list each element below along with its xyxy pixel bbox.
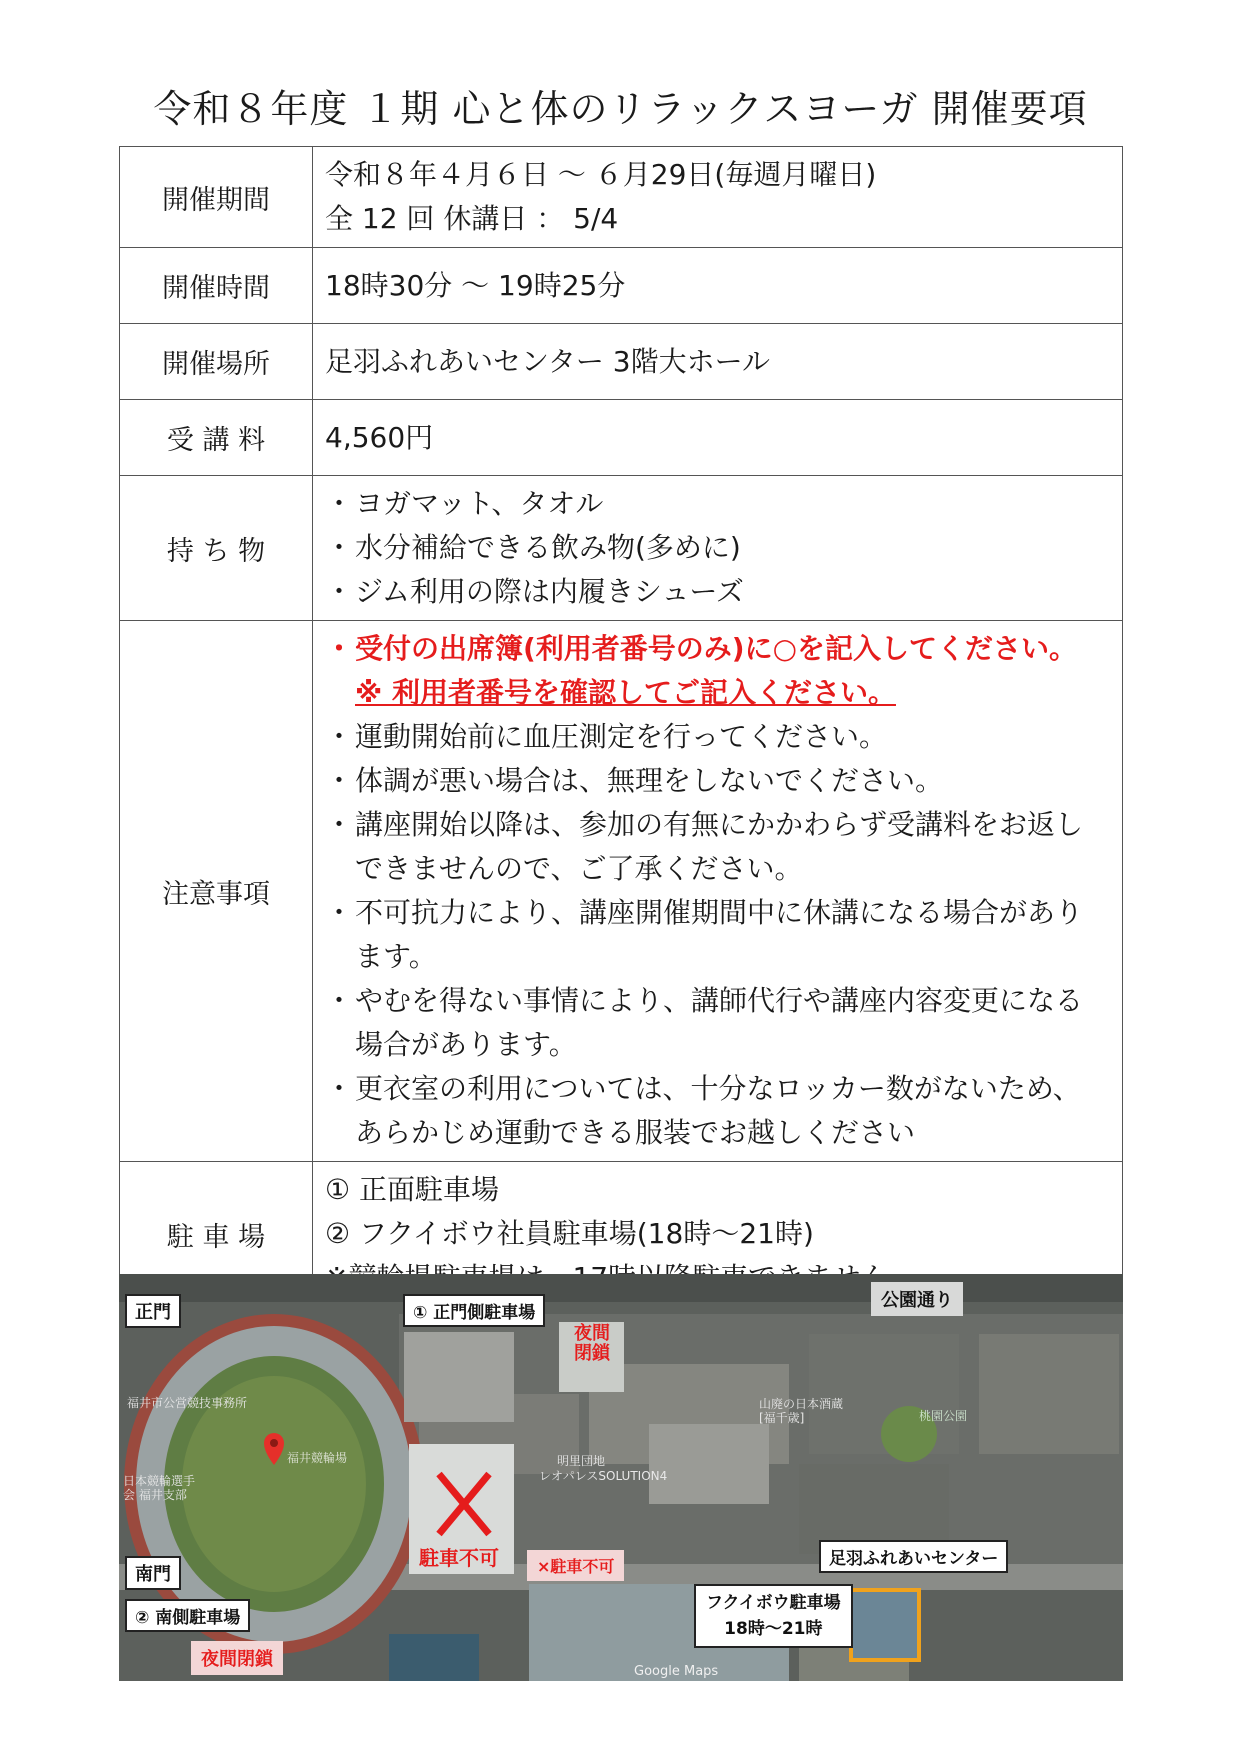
no-parking-small: ×駐車不可 (527, 1550, 624, 1581)
info-table (119, 146, 1123, 1307)
period-dates: 令和８年４月６日 ～ ６月29日(毎週月曜日) (325, 158, 877, 191)
notes-row (120, 621, 1123, 1162)
night-closed-north: 夜間 閉鎖 (574, 1323, 610, 1364)
period-label: 開催期間 (120, 147, 313, 248)
no-parking-big: 駐車不可 (419, 1546, 499, 1570)
sake-label: 山廃の日本酒蔵 [福千歳] (759, 1397, 844, 1425)
place-value: 足羽ふれあいセンター 3階大ホール (313, 324, 1123, 400)
list-item-cont: できませんので、ご了承ください。 (355, 852, 803, 885)
time-label: 開催時間 (120, 248, 313, 324)
items-label: 持 ち 物 (120, 476, 313, 621)
time-value: 18時30分 ～ 19時25分 (313, 248, 1123, 324)
parking-1: ① 正面駐車場 (325, 1173, 500, 1206)
list-item: ・講座開始以降は、参加の有無にかかわらず受講料をお返し (325, 808, 1084, 841)
place-row (120, 324, 1123, 400)
fee-value: 4,560円 (313, 400, 1123, 476)
list-item: ・運動開始前に血圧測定を行ってください。 (325, 720, 888, 753)
page-title: 令和８年度 １期 心と体のリラックスヨーガ 開催要項 (153, 87, 1088, 131)
night-closed-south: 夜間閉鎖 (191, 1641, 283, 1675)
park-label: 桃園公園 (919, 1409, 968, 1423)
list-item: ・ジム利用の際は内履きシューズ (325, 575, 744, 608)
items-row (120, 476, 1123, 621)
meiri-danchi-label: 明里団地 (557, 1454, 606, 1468)
keirinjo-label: 福井競輪場 (287, 1451, 348, 1465)
list-item-cont: 場合があります。 (355, 1028, 577, 1061)
place-label: 開催場所 (120, 324, 313, 400)
seimon-label: 正門 (125, 1294, 181, 1328)
red-note-sub: ※ 利用者番号を確認してご記入ください。 (355, 676, 896, 709)
koen-dori-label: 公園通り (871, 1282, 963, 1316)
nanmon-label: 南門 (125, 1556, 181, 1590)
list-item: ・不可抗力により、講座開催期間中に休講になる場合があり (325, 896, 1084, 929)
leopalace-label: レオパレスSOLUTION4 (539, 1469, 668, 1483)
list-item: ・水分補給できる飲み物(多めに) (325, 531, 741, 564)
fee-label: 受 講 料 (120, 400, 313, 476)
items-value (313, 476, 1123, 621)
senshukai-label: 日本競輪選手 会 福井支部 (123, 1474, 196, 1502)
parking-2: ② フクイボウ社員駐車場(18時～21時) (325, 1217, 814, 1250)
notes-label: 注意事項 (120, 621, 313, 1162)
period-row (120, 147, 1123, 248)
list-item: ・やむを得ない事情により、講師代行や講座内容変更になる (325, 984, 1084, 1017)
list-item: ・ヨガマット、タオル (325, 487, 604, 520)
list-item-cont: あらかじめ運動できる服装でお越しください (355, 1116, 916, 1149)
notes-value (313, 621, 1123, 1162)
time-row (120, 248, 1123, 324)
aerial-map (119, 1274, 1123, 1681)
list-item: ・更衣室の利用については、十分なロッカー数がないため、 (325, 1072, 1081, 1105)
google-maps-label: Google Maps (634, 1664, 719, 1679)
nanmon-parking-label: ② 南側駐車場 (125, 1599, 250, 1632)
center-label: 足羽ふれあいセンター (819, 1540, 1008, 1573)
list-item-cont: ます。 (355, 940, 437, 973)
seimon-parking-label: ① 正門側駐車場 (403, 1294, 545, 1327)
list-item: ・体調が悪い場合は、無理をしないでください。 (325, 764, 944, 797)
fukuibo-parking-label: フクイボウ駐車場 18時～21時 (694, 1584, 853, 1648)
jimusho-label: 福井市公営競技事務所 (127, 1396, 248, 1410)
parking-label: 駐 車 場 (120, 1162, 313, 1307)
period-count: 全 12 回 休講日 ： 5/4 (325, 202, 619, 235)
period-value (313, 147, 1123, 248)
fee-row (120, 400, 1123, 476)
red-note: ・受付の出席簿(利用者番号のみ)に○を記入してください。 (325, 632, 1078, 665)
